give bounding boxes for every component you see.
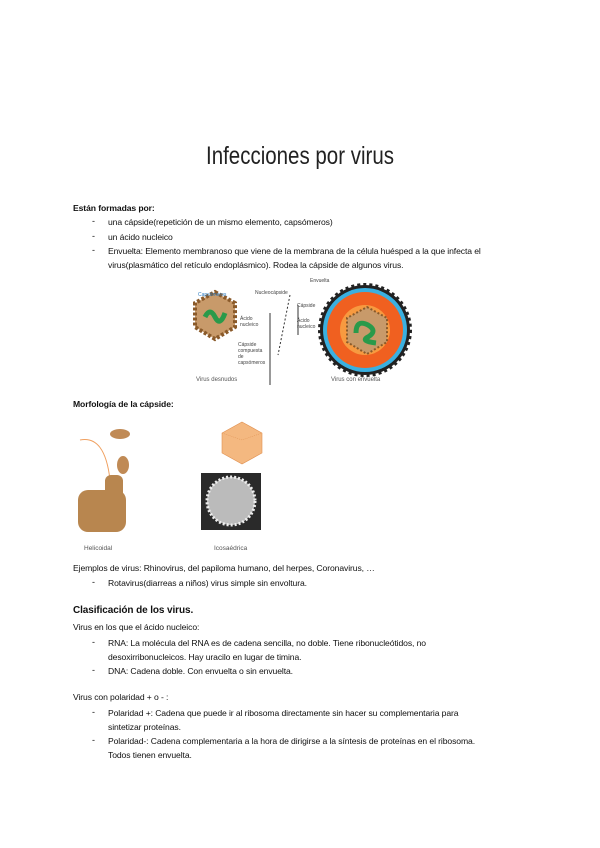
rna-item-cont: desoxirribonucleicos. Hay uracilo en lugar de timina. <box>108 652 302 662</box>
polaridad-heading: Virus con polaridad + o - : <box>73 692 169 702</box>
morfologia-heading: Morfología de la cápside: <box>73 399 174 409</box>
ejemplos-text: Ejemplos de virus: Rhinovirus, del papiloma humano, del herpes, Coronavirus, … <box>73 563 375 573</box>
helical-capsid-illustration <box>75 420 145 535</box>
bullet: - <box>92 735 95 745</box>
page-title: Infecciones por virus <box>205 142 395 170</box>
icosahedral-micrograph <box>201 473 261 530</box>
label-capside: Cápside <box>297 303 316 309</box>
rna-item: RNA: La molécula del RNA es de cadena sencilla, no doble. Tiene ribonucleótidos, no <box>108 638 426 648</box>
caption-virus-desnudos: Virus desnudos <box>196 377 238 383</box>
caption-icosaedrica: Icosaédrica <box>214 545 248 552</box>
icosahedral-capsid-illustration <box>220 420 265 465</box>
bullet: - <box>92 245 95 255</box>
ejemplos-item: Rotavirus(diarreas a niños) virus simple sin envoltura. <box>108 578 307 588</box>
polaridad-negativa: Polaridad-: Cadena complementaria a la hora de dirigirse a la síntesis de proteínas en el ribosoma. <box>108 736 476 746</box>
label-capside-compuesta: Cápside compuesta de capsómeros <box>238 342 266 366</box>
polaridad-positiva: Polaridad +: Cadena que puede ir al ribosoma directamente sin hacer su complementaria para <box>108 708 459 718</box>
polaridad-positiva-cont: sintetizar proteínas. <box>108 722 181 732</box>
intro-item: un ácido nucleico <box>108 232 173 242</box>
naked-virus-illustration <box>195 292 235 339</box>
bullet: - <box>92 216 95 226</box>
enveloped-virus-illustration <box>320 285 410 375</box>
label-nucleocapside: Nucleocápside <box>255 290 288 296</box>
label-acido-nucleico-2: Ácido nucleico <box>297 318 316 330</box>
polaridad-negativa-cont: Todos tienen envuelta. <box>108 750 192 760</box>
bullet: - <box>92 577 95 587</box>
dna-item: DNA: Cadena doble. Con envuelta o sin envuelta. <box>108 666 293 676</box>
bullet: - <box>92 707 95 717</box>
caption-virus-con-envuelta: Virus con envuelta <box>331 377 381 383</box>
bullet: - <box>92 665 95 675</box>
bullet: - <box>92 637 95 647</box>
intro-heading: Están formadas por: <box>73 203 155 213</box>
label-envuelta: Envuelta <box>310 278 330 284</box>
intro-item-cont: virus(plasmático del retículo endoplásmico). Rodea la cápside de algunos virus. <box>108 260 404 270</box>
label-capsomeros: Capsómeros <box>198 292 227 298</box>
intro-item: una cápside(repetición de un mismo elemento, capsómeros) <box>108 217 333 227</box>
clasificacion-sub: Virus en los que el ácido nucleico: <box>73 622 200 632</box>
clasificacion-heading: Clasificación de los virus. <box>73 605 194 616</box>
bullet: - <box>92 231 95 241</box>
intro-item: Envuelta: Elemento membranoso que viene de la membrana de la célula huésped a la que infecta el <box>108 246 481 256</box>
label-acido-nucleico: Ácido nucleico <box>240 316 259 328</box>
caption-helicoidal: Helicoidal <box>84 545 113 552</box>
